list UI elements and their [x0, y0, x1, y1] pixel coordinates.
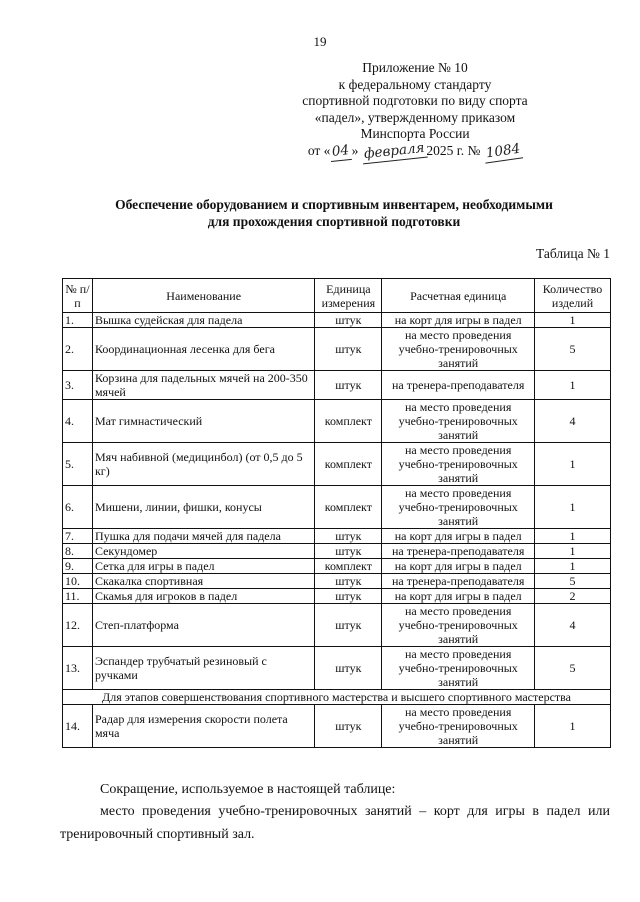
row-calc-unit: на корт для игры в падел — [382, 313, 535, 328]
date-day: 04 — [330, 141, 353, 161]
table-row — [63, 604, 611, 647]
table-row — [63, 400, 611, 443]
row-calc-unit: на место проведения учебно-тренировочных занятий — [382, 705, 535, 748]
row-number: 7. — [63, 529, 93, 544]
row-quantity: 4 — [535, 400, 611, 443]
row-unit: штук — [315, 705, 382, 748]
row-name: Мяч набивной (медицинбол) (от 0,5 до 5 кг) — [92, 443, 314, 486]
equipment-table — [62, 278, 611, 748]
row-unit: штук — [315, 529, 382, 544]
table-row — [63, 705, 611, 748]
row-unit: штук — [315, 544, 382, 559]
appendix-line: Минспорта России — [360, 126, 470, 141]
table-header-row — [63, 279, 611, 313]
row-number: 12. — [63, 604, 93, 647]
row-number: 1. — [63, 313, 93, 328]
row-name: Скакалка спортивная — [92, 574, 314, 589]
row-number: 2. — [63, 328, 93, 371]
appendix-line: спортивной подготовки по виду спорта — [302, 93, 528, 108]
row-name: Координационная лесенка для бега — [92, 328, 314, 371]
appendix-line: Приложение № 10 — [362, 60, 468, 75]
table-body — [63, 313, 611, 748]
row-calc-unit: на корт для игры в падел — [382, 529, 535, 544]
row-unit: штук — [315, 647, 382, 690]
section-row — [63, 690, 611, 705]
row-calc-unit: на место проведения учебно-тренировочных занятий — [382, 486, 535, 529]
row-unit: штук — [315, 328, 382, 371]
row-unit: штук — [315, 313, 382, 328]
section-title: Для этапов совершенствования спортивного мастерства и высшего спортивного мастерства — [63, 690, 611, 705]
row-unit: комплект — [315, 486, 382, 529]
row-quantity: 1 — [535, 559, 611, 574]
table-row — [63, 529, 611, 544]
row-number: 3. — [63, 371, 93, 400]
row-unit: штук — [315, 574, 382, 589]
row-number: 5. — [63, 443, 93, 486]
row-quantity: 1 — [535, 544, 611, 559]
page-number: 19 — [313, 34, 327, 49]
date-year: 2025 г. № — [426, 142, 481, 158]
footnote-text: место проведения учебно-тренировочных занятий – корт для игры в падел или тренировочный спортивный зал. — [60, 804, 610, 842]
header-qty: Количество изделий — [535, 279, 611, 313]
row-quantity: 1 — [535, 486, 611, 529]
header-name: Наименование — [92, 279, 314, 313]
row-name: Корзина для падельных мячей на 200-350 мячей — [92, 371, 314, 400]
row-name: Мат гимнастический — [92, 400, 314, 443]
row-name: Эспандер трубчатый резиновый с ручками — [92, 647, 314, 690]
row-unit: комплект — [315, 443, 382, 486]
date-month: февраля — [361, 139, 427, 163]
table-row — [63, 486, 611, 529]
row-calc-unit: на место проведения учебно-тренировочных занятий — [382, 443, 535, 486]
row-unit: комплект — [315, 559, 382, 574]
row-calc-unit: на место проведения учебно-тренировочных занятий — [382, 328, 535, 371]
row-quantity: 1 — [535, 529, 611, 544]
title-line: для прохождения спортивной подготовки — [207, 214, 461, 229]
row-unit: штук — [315, 589, 382, 604]
row-number: 13. — [63, 647, 93, 690]
header-num: № п/п — [63, 279, 93, 313]
row-quantity: 4 — [535, 604, 611, 647]
row-number: 6. — [63, 486, 93, 529]
row-name: Степ-платформа — [92, 604, 314, 647]
row-calc-unit: на тренера-преподавателя — [382, 544, 535, 559]
table-row — [63, 313, 611, 328]
appendix-date-line — [280, 139, 550, 162]
table-row — [63, 647, 611, 690]
appendix-line: к федеральному стандарту — [338, 76, 492, 92]
date-mid: » — [351, 142, 359, 158]
row-quantity: 5 — [535, 647, 611, 690]
footnote-heading: Сокращение, используемое в настоящей таблице: — [100, 782, 396, 797]
row-number: 4. — [63, 400, 93, 443]
row-quantity: 1 — [535, 371, 611, 400]
row-calc-unit: на место проведения учебно-тренировочных занятий — [382, 400, 535, 443]
row-calc-unit: на корт для игры в падел — [382, 559, 535, 574]
row-name: Секундомер — [92, 544, 314, 559]
row-name: Мишени, линии, фишки, конусы — [92, 486, 314, 529]
row-name: Радар для измерения скорости полета мяча — [92, 705, 314, 748]
table-row — [63, 371, 611, 400]
row-quantity: 5 — [535, 574, 611, 589]
row-unit: штук — [315, 604, 382, 647]
row-calc-unit: на место проведения учебно-тренировочных занятий — [382, 647, 535, 690]
row-quantity: 5 — [535, 328, 611, 371]
table-row — [63, 328, 611, 371]
table-label: Таблица № 1 — [536, 246, 610, 261]
table-row — [63, 574, 611, 589]
header-unit: Единица измерения — [315, 279, 382, 313]
row-number: 9. — [63, 559, 93, 574]
table-row — [63, 559, 611, 574]
row-quantity: 1 — [535, 313, 611, 328]
appendix-header — [280, 60, 550, 160]
row-calc-unit: на тренера-преподавателя — [382, 574, 535, 589]
row-calc-unit: на тренера-преподавателя — [382, 371, 535, 400]
row-name: Скамья для игроков в падел — [92, 589, 314, 604]
document-title — [60, 196, 608, 230]
row-number: 14. — [63, 705, 93, 748]
row-quantity: 1 — [535, 443, 611, 486]
row-number: 10. — [63, 574, 93, 589]
table-row — [63, 544, 611, 559]
row-quantity: 2 — [535, 589, 611, 604]
table-row — [63, 589, 611, 604]
row-number: 8. — [63, 544, 93, 559]
row-name: Пушка для подачи мячей для падела — [92, 529, 314, 544]
header-calc: Расчетная единица — [382, 279, 535, 313]
row-name: Сетка для игры в падел — [92, 559, 314, 574]
row-unit: комплект — [315, 400, 382, 443]
row-calc-unit: на корт для игры в падел — [382, 589, 535, 604]
title-line: Обеспечение оборудованием и спортивным инвентарем, необходимыми — [115, 197, 553, 212]
appendix-line: «падел», утвержденному приказом — [314, 109, 516, 125]
row-quantity: 1 — [535, 705, 611, 748]
row-number: 11. — [63, 589, 93, 604]
row-name: Вышка судейская для падела — [92, 313, 314, 328]
order-number: 1084 — [483, 140, 523, 163]
table-row — [63, 443, 611, 486]
row-calc-unit: на место проведения учебно-тренировочных занятий — [382, 604, 535, 647]
date-prefix: от « — [307, 142, 331, 158]
row-unit: штук — [315, 371, 382, 400]
